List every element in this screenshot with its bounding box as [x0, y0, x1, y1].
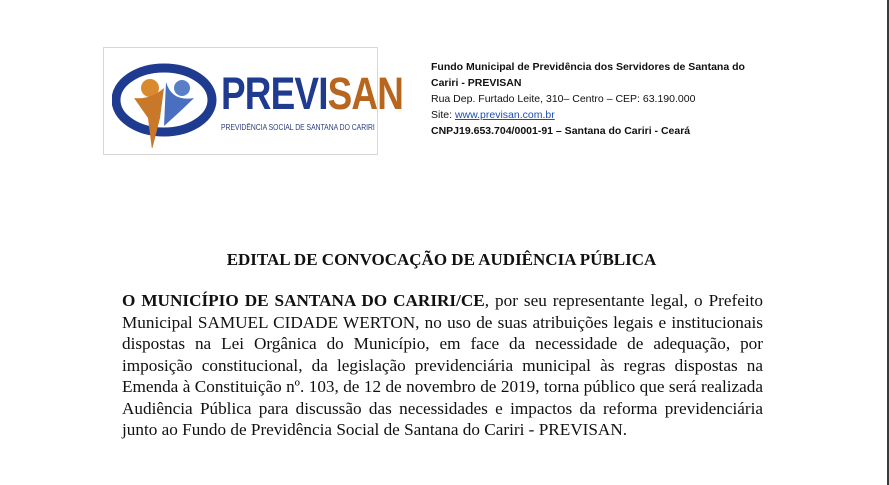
address: Rua Dep. Furtado Leite, 310– Centro – CEP: 63.190.000: [431, 93, 696, 105]
document-body: [122, 290, 763, 441]
brand-name: [221, 68, 404, 119]
previsan-logo: [103, 47, 404, 155]
document-title: EDITAL DE CONVOCAÇÃO DE AUDIÊNCIA PÚBLICA: [226, 250, 657, 269]
brand-part-1: PREVI: [221, 68, 328, 119]
site-label: Site:: [431, 109, 455, 121]
site-link[interactable]: www.previsan.com.br: [454, 109, 555, 121]
people-emblem-icon: [112, 58, 222, 148]
header-info: [431, 59, 761, 139]
cnpj: CNPJ19.653.704/0001-91 – Santana do Cariri - Ceará: [431, 125, 691, 137]
brand-part-2: SAN: [327, 68, 404, 119]
body-text: , por seu representante legal, o Prefeito Municipal SAMUEL CIDADE WERTON, no uso de suas atribuições legais e institucionais dispostas na Lei Orgânica do Município, em face da necessidade de adequação, por imposição constitucional, da legislação previdenciária municipal às regras dispostas na Emenda à Constituição nº. 103, de 12 de novembro de 2019, torna público que será realizada Audiência Pública para discussão das necessidades e impactos da reforma previdenciária junto ao Fundo de Previdência Social de Santana do Cariri - PREVISAN.: [122, 291, 763, 439]
brand-tagline: PREVIDÊNCIA SOCIAL DE SANTANA DO CARIRI: [221, 123, 375, 132]
org-name: Fundo Municipal de Previdência dos Servidores de Santana do Cariri - PREVISAN: [431, 61, 745, 89]
lead-bold: O MUNICÍPIO DE SANTANA DO CARIRI/CE: [122, 291, 485, 310]
